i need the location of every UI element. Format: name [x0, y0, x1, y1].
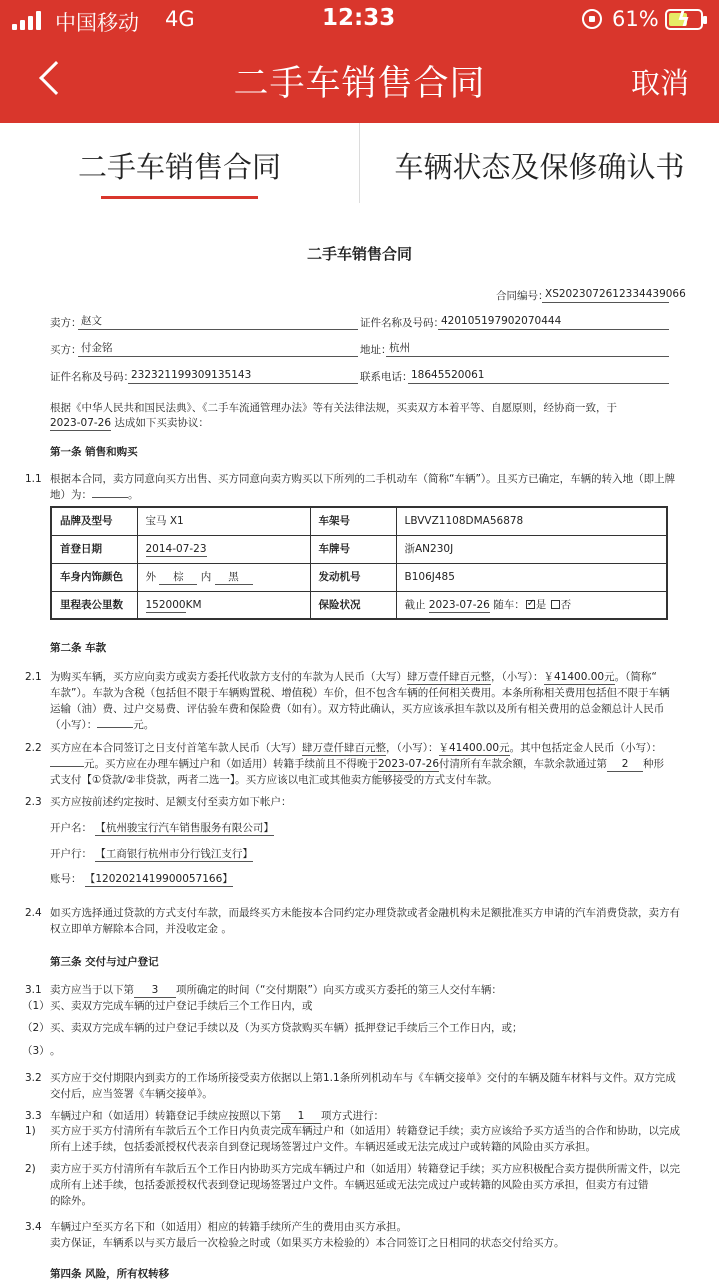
account-number: 【1202021419900057166】: [84, 873, 233, 885]
seller-name: 赵文: [78, 314, 358, 330]
option-number: （2）: [22, 1022, 50, 1034]
clause-text: ，（小写）：: [491, 671, 544, 683]
brand-value: 宝马 X1: [137, 507, 310, 535]
buyer-phone: 18645520061: [408, 368, 669, 384]
deposit-field: [50, 766, 84, 767]
account-number-label: 账号：: [50, 873, 82, 885]
battery-percent: 61%: [612, 7, 659, 31]
intro-text: 达成如下买卖协议：: [114, 417, 209, 429]
clause-number: 2.4: [25, 907, 42, 919]
carrier-name: 中国移动: [55, 11, 139, 35]
checkbox-no-icon: [551, 600, 560, 609]
buyer-name: 付金铭: [78, 341, 358, 357]
clause-3-4-line-1: 车辆过户至买方名下和（如适用）相应的转籍手续所产生的费用由买方承担。: [50, 1221, 407, 1233]
clause-2-2-line-3: [50, 772, 498, 788]
clause-2-3: 买方应按前述约定按时、足额支付至卖方如下帐户：: [50, 796, 292, 808]
clause-1-1-line-2: [50, 487, 139, 503]
option-number: （1）: [22, 1000, 50, 1012]
mileage: 152000: [145, 598, 186, 611]
account-name: 【杭州骏宝行汽车销售服务有限公司】: [95, 822, 274, 834]
account-number-row: [50, 871, 233, 887]
payment-method: 2: [607, 757, 643, 772]
clause-text: 。（简称“: [614, 671, 657, 683]
clause-text: 。: [128, 489, 139, 501]
article-1-title: 第一条 销售和购买: [50, 446, 138, 458]
vin-label: 车架号: [310, 507, 396, 535]
clause-text: 为购买车辆，买方应向卖方或卖方委托代收款方支付的车款为人民币（大写）: [50, 671, 407, 683]
charging-icon: ϟ: [677, 7, 691, 31]
exterior-prefix: 外: [145, 571, 156, 583]
account-name-label: 开户名：: [50, 822, 92, 834]
clause-2-1-line-2: 车款”）。车款为含税（包括但不限于车辆购置税、增值税）车价，但不包含车辆的任何相关费用。本条所称相关费用包括但不限于车辆: [50, 687, 670, 699]
vehicle-info-table: [50, 506, 668, 620]
table-row: [51, 535, 667, 563]
clause-text: 卖方应当于以下第: [50, 984, 134, 996]
app-header: [0, 0, 719, 123]
option-number: （3）: [22, 1045, 50, 1057]
clause-3-3-option-1-line-1: 买方应于买方付清所有车款后五个工作日内负责完成车辆过户和（如适用）转籍登记手续；卖方应该给予买方适当的合作和协助，以完成: [50, 1125, 680, 1137]
interior-prefix: 内: [200, 571, 212, 583]
clause-2-2-line-2: [50, 756, 664, 772]
clause-text: 付清所有车款余额，车款余款通过第: [439, 758, 608, 770]
clause-2-4-line-1: 如买方选择通过贷款的方式支付车款，而最终买方未能按本合同约定办理贷款或者金融机构未足额批准买方申请的汽车消费贷款，卖方有: [50, 907, 680, 919]
delivery-option: 3: [134, 983, 176, 998]
account-bank-row: [50, 846, 253, 862]
contract-document: [0, 203, 719, 1280]
account-bank-label: 开户行：: [50, 848, 92, 860]
vin-value: LBVVZ1108DMA56878: [396, 507, 667, 535]
registration-place-field: [92, 497, 128, 498]
clause-text: 买方应在本合同签订之日支付首笔车款人民币（大写）: [50, 742, 302, 754]
clause-text: 元。买方应在办理车辆过户和（如适用）转籍手续前且不得晚于: [84, 758, 378, 770]
clause-text: 项方式进行：: [321, 1110, 384, 1122]
clause-2-1-line-4: [50, 717, 154, 733]
clause-3-3: [50, 1108, 384, 1124]
seller-id: 420105197902070444: [438, 314, 669, 330]
buyer-label: 买方：: [50, 344, 82, 356]
clause-number: 1.1: [25, 473, 42, 485]
seller-label: 卖方：: [50, 317, 82, 329]
clause-3-3-option-2-line-3: 的除外。: [50, 1195, 92, 1207]
article-4-title: 第四条 风险，所有权转移: [50, 1268, 170, 1280]
article-3-title: 第三条 交付与过户登记: [50, 956, 159, 968]
insurance-value: [396, 591, 667, 619]
clause-number: 2.2: [25, 742, 42, 754]
brand-label: 品牌及型号: [51, 507, 137, 535]
clause-3-1-option-1: 买、卖双方完成车辆的过户登记手续后三个工作日内，或: [50, 1000, 313, 1012]
buyer-id: 232321199309135143: [128, 368, 358, 384]
document-title: 二手车销售合同: [306, 245, 412, 263]
clause-3-1-option-2: 买、卖双方完成车辆的过户登记手续以及（为买方贷款购买车辆）抵押登记手续后三个工作日内，或；: [50, 1022, 523, 1034]
clause-3-2-line-2: 交付后，应当签署《车辆交接单》。: [50, 1088, 213, 1100]
first-payment-chinese: 肆万壹仟肆百元整: [302, 742, 386, 754]
status-bar: [0, 0, 719, 40]
reg-date-value: [137, 535, 310, 563]
buyer-id-label: 证件名称及号码：: [50, 371, 134, 383]
doc-tabs: [0, 123, 719, 203]
clause-text: ，（小写）：: [386, 742, 439, 754]
seller-id-label: 证件名称及号码：: [360, 317, 444, 329]
clause-text: 地）为：: [50, 489, 92, 501]
balance-due-date: 2023-07-26: [378, 758, 440, 770]
checkbox-yes-icon: [526, 600, 535, 609]
reg-date: 2014-07-23: [145, 543, 207, 555]
network-type: 4G: [165, 7, 195, 31]
insurance-date: 2023-07-26: [428, 598, 490, 611]
clause-text: 式支付【①贷款/②非贷款，两者二选一】: [50, 774, 236, 786]
contract-no-label: 合同编号：: [496, 290, 549, 302]
clause-3-4-line-2: 卖方保证，车辆系以与买方最后一次检验之时或（如果买方未检验的）本合同签订之日相同的状态交付给买方。: [50, 1237, 565, 1249]
clause-text: 种形: [643, 758, 665, 770]
amount-chinese: 肆万壹仟肆百元整: [407, 671, 491, 683]
engine-label: 发动机号: [310, 563, 396, 591]
active-tab-indicator: [101, 196, 258, 199]
transfer-option: 1: [281, 1109, 321, 1124]
option-number: 2): [25, 1163, 36, 1175]
clause-number: 2.3: [25, 796, 42, 808]
table-row: [51, 507, 667, 535]
tab-vehicle-warranty[interactable]: 车辆状态及保修确认书: [394, 150, 685, 184]
exterior-color: 棕: [159, 570, 197, 585]
engine-value: B106J485: [396, 563, 667, 591]
insurance-prefix: 截止: [404, 598, 426, 611]
table-row: [51, 591, 667, 619]
rotation-lock-icon: [582, 9, 602, 29]
checkbox-no-label: 否: [560, 598, 572, 611]
mileage-unit: KM: [185, 598, 202, 611]
mileage-value: [137, 591, 310, 619]
clause-number: 3.1: [25, 984, 42, 996]
clause-number: 3.3: [25, 1110, 42, 1122]
first-payment-numeric: ￥41400.00元: [438, 742, 510, 754]
insurance-label: 保险状况: [310, 591, 396, 619]
color-value: [137, 563, 310, 591]
clause-2-1-line-1: [50, 669, 657, 685]
clause-3-1: [50, 982, 502, 998]
clause-3-3-option-2-line-2: 成所有上述手续，包括委派授权代表到登记现场签署过户文件。车辆迟延或无法完成过户或转籍的风险由买方承担，但卖方有过错: [50, 1179, 649, 1191]
clause-3-3-option-2-line-1: 卖方应于买方付清所有车款后五个工作日内协助买方完成车辆过户和（如适用）转籍登记手续；买方应积极配合卖方提供所需文件，以完: [50, 1163, 680, 1175]
tab-sales-contract[interactable]: 二手车销售合同: [77, 150, 281, 184]
status-time: 12:33: [322, 5, 396, 31]
reg-date-label: 首登日期: [51, 535, 137, 563]
clause-text: 元。: [133, 719, 155, 731]
clause-text: 项所确定的时间（“交付期限”）向买方或买方委托的第三人交付车辆：: [176, 984, 502, 996]
clause-3-3-option-1-line-2: 所有上述手续，包括委派授权代表亲自到登记现场签署过户文件。车辆迟延或无法完成过户或转籍的风险由买方承担。: [50, 1141, 596, 1153]
phone-label: 联系电话：: [360, 371, 413, 383]
interior-color: 黑: [215, 570, 253, 585]
amount-numeric: ￥41400.00元: [543, 671, 615, 683]
table-row: [51, 563, 667, 591]
article-2-title: 第二条 车款: [50, 642, 107, 654]
clause-text: （小写）：: [50, 719, 98, 731]
clause-3-1-option-3: 。: [50, 1045, 61, 1057]
clause-text: 。买方应该以电汇或其他卖方能够接受的方式支付车款。: [235, 774, 498, 786]
clause-2-4-line-2: 权立即单方解除本合同，并没收定金 。: [50, 923, 232, 935]
clause-2-1-line-3: 运输（油）费、过户交易费、评估验车费和保险费（如有）。双方特此确认，买方应该承担车款以及所有相关费用的总金额总计人民币: [50, 703, 665, 715]
clause-number: 3.2: [25, 1072, 42, 1084]
option-number: 1): [25, 1125, 36, 1137]
color-label: 车身内饰颜色: [51, 563, 137, 591]
intro-line-2: [50, 415, 209, 431]
intro-line-1: 根据《中华人民共和国民法典》、《二手车流通管理办法》等有关法律法规，买卖双方本着平等、自愿原则，经协商一致，于: [50, 402, 617, 414]
clause-number: 3.4: [25, 1221, 42, 1233]
account-name-row: [50, 820, 274, 836]
insurance-with-car: 随车：: [493, 598, 525, 611]
battery-icon: [665, 9, 703, 30]
intro-date: 2023-07-26: [50, 417, 112, 429]
clause-3-2-line-1: 买方应于交付期限内到卖方的工作场所接受卖方依据以上第1.1条所列机动车与《车辆交接单》交付的车辆及随车材料与文件。双方完成: [50, 1072, 676, 1084]
clause-2-2-line-1: [50, 740, 662, 756]
clause-text: 。其中包括定金人民币（小写）：: [509, 742, 662, 754]
account-bank: 【工商银行杭州市分行钱江支行】: [95, 848, 253, 860]
clause-1-1-line-1: 根据本合同，卖方同意向买方出售、买方同意向卖方购买以下所列的二手机动车（简称“车辆”）。且买方已确定，车辆的转入地（即上牌: [50, 473, 676, 485]
total-amount-field: [97, 727, 133, 728]
mileage-label: 里程表公里数: [51, 591, 137, 619]
page-title: 二手车销售合同: [233, 64, 486, 104]
clause-number: 2.1: [25, 671, 42, 683]
plate-label: 车牌号: [310, 535, 396, 563]
cancel-button[interactable]: 取消: [630, 66, 689, 100]
signal-icon: [12, 10, 48, 30]
address-label: 地址：: [360, 344, 392, 356]
contract-no: XS2023072612334439066: [542, 287, 669, 303]
checkbox-yes-label: 是: [535, 598, 547, 611]
plate-value: 浙AN230J: [396, 535, 667, 563]
clause-text: 车辆过户和（如适用）转籍登记手续应按照以下第: [50, 1110, 281, 1122]
buyer-address: 杭州: [386, 341, 669, 357]
